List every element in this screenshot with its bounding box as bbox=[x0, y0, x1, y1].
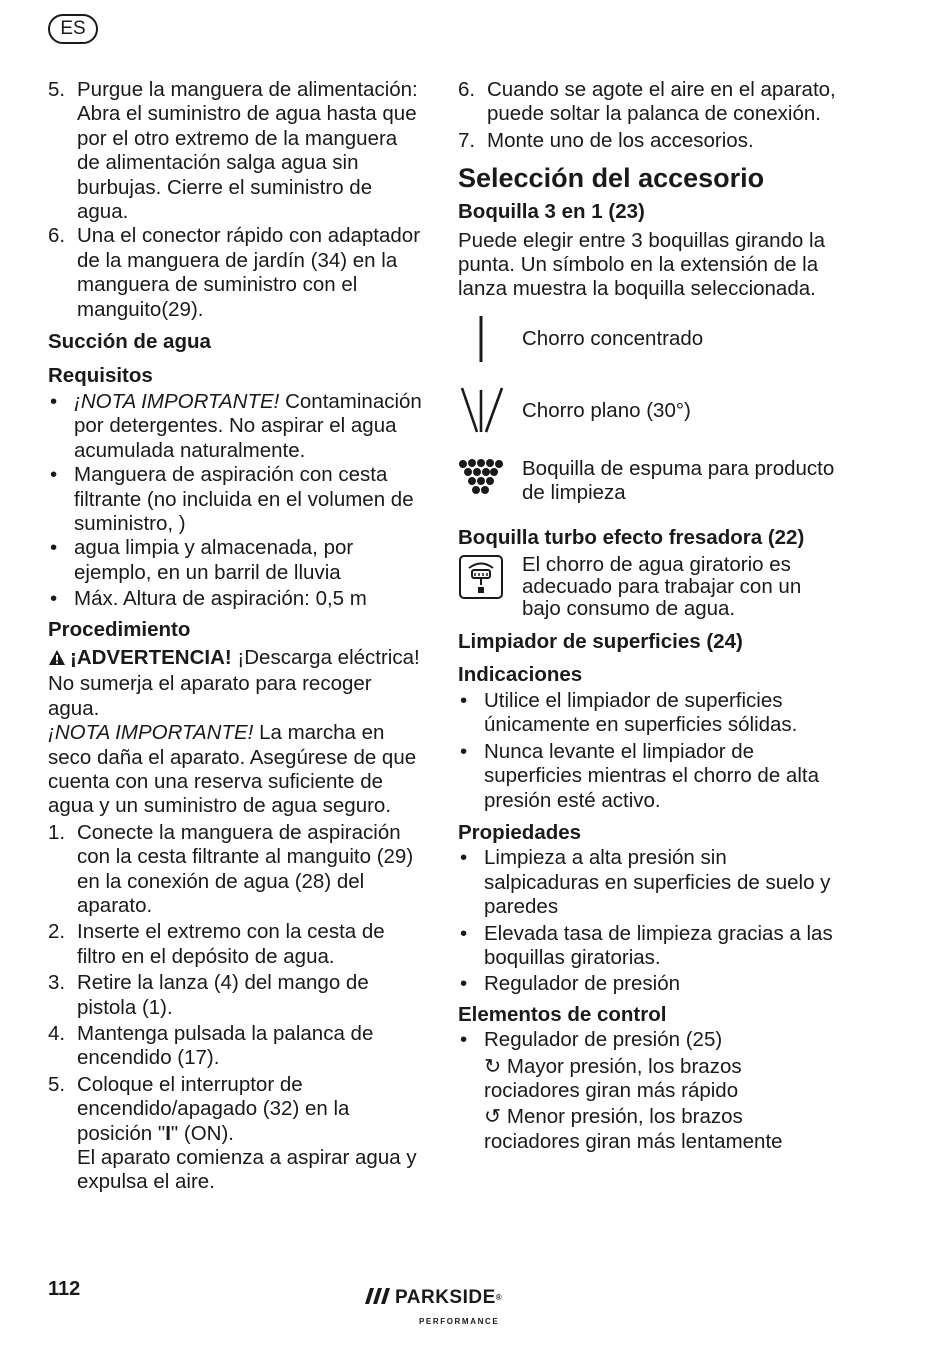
brand-text: PARKSIDE bbox=[395, 1287, 496, 1308]
list-item bbox=[458, 740, 838, 813]
turbo-row bbox=[458, 554, 838, 620]
indications-heading: Indicaciones bbox=[458, 663, 583, 687]
warning-icon bbox=[48, 648, 66, 672]
list-item bbox=[48, 224, 424, 322]
single-line-icon bbox=[458, 314, 522, 364]
item-text: Contaminación por detergentes. No aspirar el agua acumulada naturalmente. bbox=[74, 389, 422, 462]
step-text: Una el conector rápido con adaptador de la manguera de jardín (34) en la manguera de suministro con el manguito(29). bbox=[77, 224, 421, 321]
note-label: ¡NOTA IMPORTANTE! bbox=[74, 389, 280, 413]
item-text: Regulador de presión bbox=[484, 972, 681, 996]
brand-subtitle: PERFORMANCE bbox=[419, 1317, 500, 1326]
note-paragraph bbox=[48, 721, 424, 819]
bullet: • bbox=[50, 587, 58, 611]
item-text: agua limpia y almacenada, por ejemplo, en un barril de lluvia bbox=[74, 536, 354, 584]
step-text: Inserte el extremo con la cesta de filtro en el depósito de agua. bbox=[77, 920, 385, 968]
step-continuation: El aparato comienza a aspirar agua y expulsa el aire. bbox=[77, 1146, 417, 1194]
turbo-text: El chorro de agua giratorio es adecuado para trabajar con un bajo consumo de agua. bbox=[522, 553, 802, 621]
page-number: 112 bbox=[48, 1278, 81, 1300]
nozzle3-text: Puede elegir entre 3 boquillas girando la punta. Un símbolo en la extensión de la lanza muestra la boquilla seleccionada. bbox=[458, 228, 825, 301]
turbo-heading: Boquilla turbo efecto fresadora (22) bbox=[458, 525, 805, 549]
list-item bbox=[48, 78, 424, 224]
continued-steps bbox=[458, 78, 838, 153]
step-number: 1. bbox=[48, 820, 66, 844]
requirements-heading: Requisitos bbox=[48, 364, 153, 388]
properties-heading: Propiedades bbox=[458, 820, 582, 844]
foam-dots-icon bbox=[458, 458, 522, 498]
purge-steps bbox=[48, 78, 424, 322]
mode-label: Chorro plano (30°) bbox=[522, 398, 691, 422]
item-text: Elevada tasa de limpieza gracias a las boquillas giratorias. bbox=[484, 921, 833, 969]
nozzle-mode-row bbox=[458, 458, 838, 506]
step-text: Monte uno de los accesorios. bbox=[487, 128, 754, 152]
procedure-heading: Procedimiento bbox=[48, 617, 191, 641]
step-number: 5. bbox=[48, 1072, 66, 1096]
nozzle-mode-row bbox=[458, 314, 838, 364]
step-number: 6. bbox=[458, 78, 476, 101]
switch-symbol: I bbox=[165, 1121, 171, 1145]
list-item bbox=[458, 129, 838, 153]
step-text: Mantenga pulsada la palanca de encendido (17). bbox=[77, 1022, 374, 1070]
requirements-list bbox=[48, 390, 424, 612]
mode-label: Chorro concentrado bbox=[522, 326, 704, 350]
item-text: Nunca levante el limpiador de superficies mientras el chorro de alta presión esté activo. bbox=[484, 739, 819, 812]
bullet: • bbox=[460, 739, 468, 763]
bullet: • bbox=[460, 688, 468, 712]
control-text: Mayor presión, los brazos rociadores giran más rápido bbox=[484, 1054, 742, 1102]
step-number: 5. bbox=[48, 78, 66, 101]
turbo-nozzle-icon bbox=[458, 554, 522, 600]
controls-list bbox=[458, 1028, 838, 1052]
bullet: • bbox=[50, 389, 58, 413]
list-item bbox=[458, 922, 838, 971]
brand-name bbox=[365, 1286, 502, 1310]
item-text: Manguera de aspiración con cesta filtrante (no incluida en el volumen de suministro, ) bbox=[74, 463, 414, 535]
list-item bbox=[458, 972, 838, 996]
nozzle3-heading: Boquilla 3 en 1 (23) bbox=[458, 200, 645, 224]
step-text: Purgue la manguera de alimentación: Abra el suministro de agua hasta que por el otro extremo de la manguera de alimentación salga agua sin burbujas. Cierre el suministro de agua. bbox=[77, 78, 418, 224]
list-item bbox=[48, 821, 424, 919]
list-item bbox=[458, 689, 838, 738]
nozzle-mode-row bbox=[458, 384, 838, 438]
indications-list bbox=[458, 689, 838, 813]
list-item bbox=[48, 536, 424, 585]
control-text: Menor presión, los brazos rociadores giran más lentamente bbox=[484, 1105, 783, 1153]
list-item bbox=[48, 920, 424, 969]
note-text: La marcha en seco daña el aparato. Asegúrese de que cuenta con una reserva suficiente de agua y un suministro de agua seguro. bbox=[48, 721, 417, 818]
trademark-mark: ® bbox=[495, 1293, 503, 1302]
warning-paragraph bbox=[48, 646, 424, 721]
surface-heading: Limpiador de superficies (24) bbox=[458, 630, 743, 654]
bullet: • bbox=[460, 921, 468, 945]
list-item bbox=[48, 971, 424, 1020]
clockwise-icon: ↻ bbox=[484, 1054, 502, 1078]
list-item bbox=[48, 390, 424, 463]
step-number: 3. bbox=[48, 971, 66, 995]
list-item bbox=[48, 463, 424, 536]
procedure-steps bbox=[48, 821, 424, 1195]
brand-slashes-icon bbox=[365, 1288, 391, 1304]
bullet: • bbox=[50, 536, 58, 560]
controls-heading: Elementos de control bbox=[458, 1002, 667, 1026]
step-text: Cuando se agote el aire en el aparato, puede soltar la palanca de conexión. bbox=[487, 78, 836, 126]
step-number: 7. bbox=[458, 128, 476, 152]
step-number: 2. bbox=[48, 920, 66, 944]
list-item bbox=[48, 587, 424, 611]
list-item bbox=[458, 846, 838, 919]
warning-label: ¡ADVERTENCIA! bbox=[70, 645, 232, 669]
step-text: Coloque el interruptor de encendido/apagado (32) en la posición " bbox=[77, 1072, 350, 1145]
control-more-pressure bbox=[458, 1055, 838, 1104]
list-item bbox=[48, 1022, 424, 1071]
list-item bbox=[458, 1028, 838, 1052]
brand-logo bbox=[365, 1286, 525, 1326]
bullet: • bbox=[460, 972, 468, 996]
note-label: ¡NOTA IMPORTANTE! bbox=[48, 721, 254, 745]
control-less-pressure bbox=[458, 1105, 838, 1154]
item-text: Regulador de presión (25) bbox=[484, 1028, 723, 1052]
list-item bbox=[458, 78, 838, 127]
item-text: Limpieza a alta presión sin salpicaduras en superficies de suelo y paredes bbox=[484, 846, 831, 919]
counterclockwise-icon: ↺ bbox=[484, 1105, 502, 1129]
item-text: Utilice el limpiador de superficies únicamente en superficies sólidas. bbox=[484, 688, 798, 737]
suction-heading: Succión de agua bbox=[48, 330, 211, 354]
step-text: Retire la lanza (4) del mango de pistola (1). bbox=[77, 971, 369, 1019]
list-item bbox=[48, 1073, 424, 1195]
bullet: • bbox=[460, 846, 468, 870]
step-text-end: " (ON). bbox=[170, 1121, 234, 1145]
left-column bbox=[48, 78, 424, 1195]
section-title: Selección del accesorio bbox=[458, 163, 765, 194]
properties-list bbox=[458, 846, 838, 996]
item-text: Máx. Altura de aspiración: 0,5 m bbox=[74, 587, 367, 611]
step-text: Conecte la manguera de aspiración con la cesta filtrante al manguito (29) en la conexión de agua (28) del aparato. bbox=[77, 820, 414, 917]
fan-lines-icon bbox=[458, 386, 522, 436]
step-number: 4. bbox=[48, 1022, 66, 1046]
mode-label: Boquilla de espuma para producto de limpieza bbox=[522, 456, 835, 505]
warning-text: ¡Descarga eléctrica! No sumerja el aparato para recoger agua. bbox=[48, 645, 420, 720]
right-column bbox=[458, 78, 838, 1154]
language-badge: ES bbox=[48, 14, 98, 44]
bullet: • bbox=[50, 463, 58, 487]
step-number: 6. bbox=[48, 224, 66, 248]
bullet: • bbox=[460, 1028, 468, 1052]
